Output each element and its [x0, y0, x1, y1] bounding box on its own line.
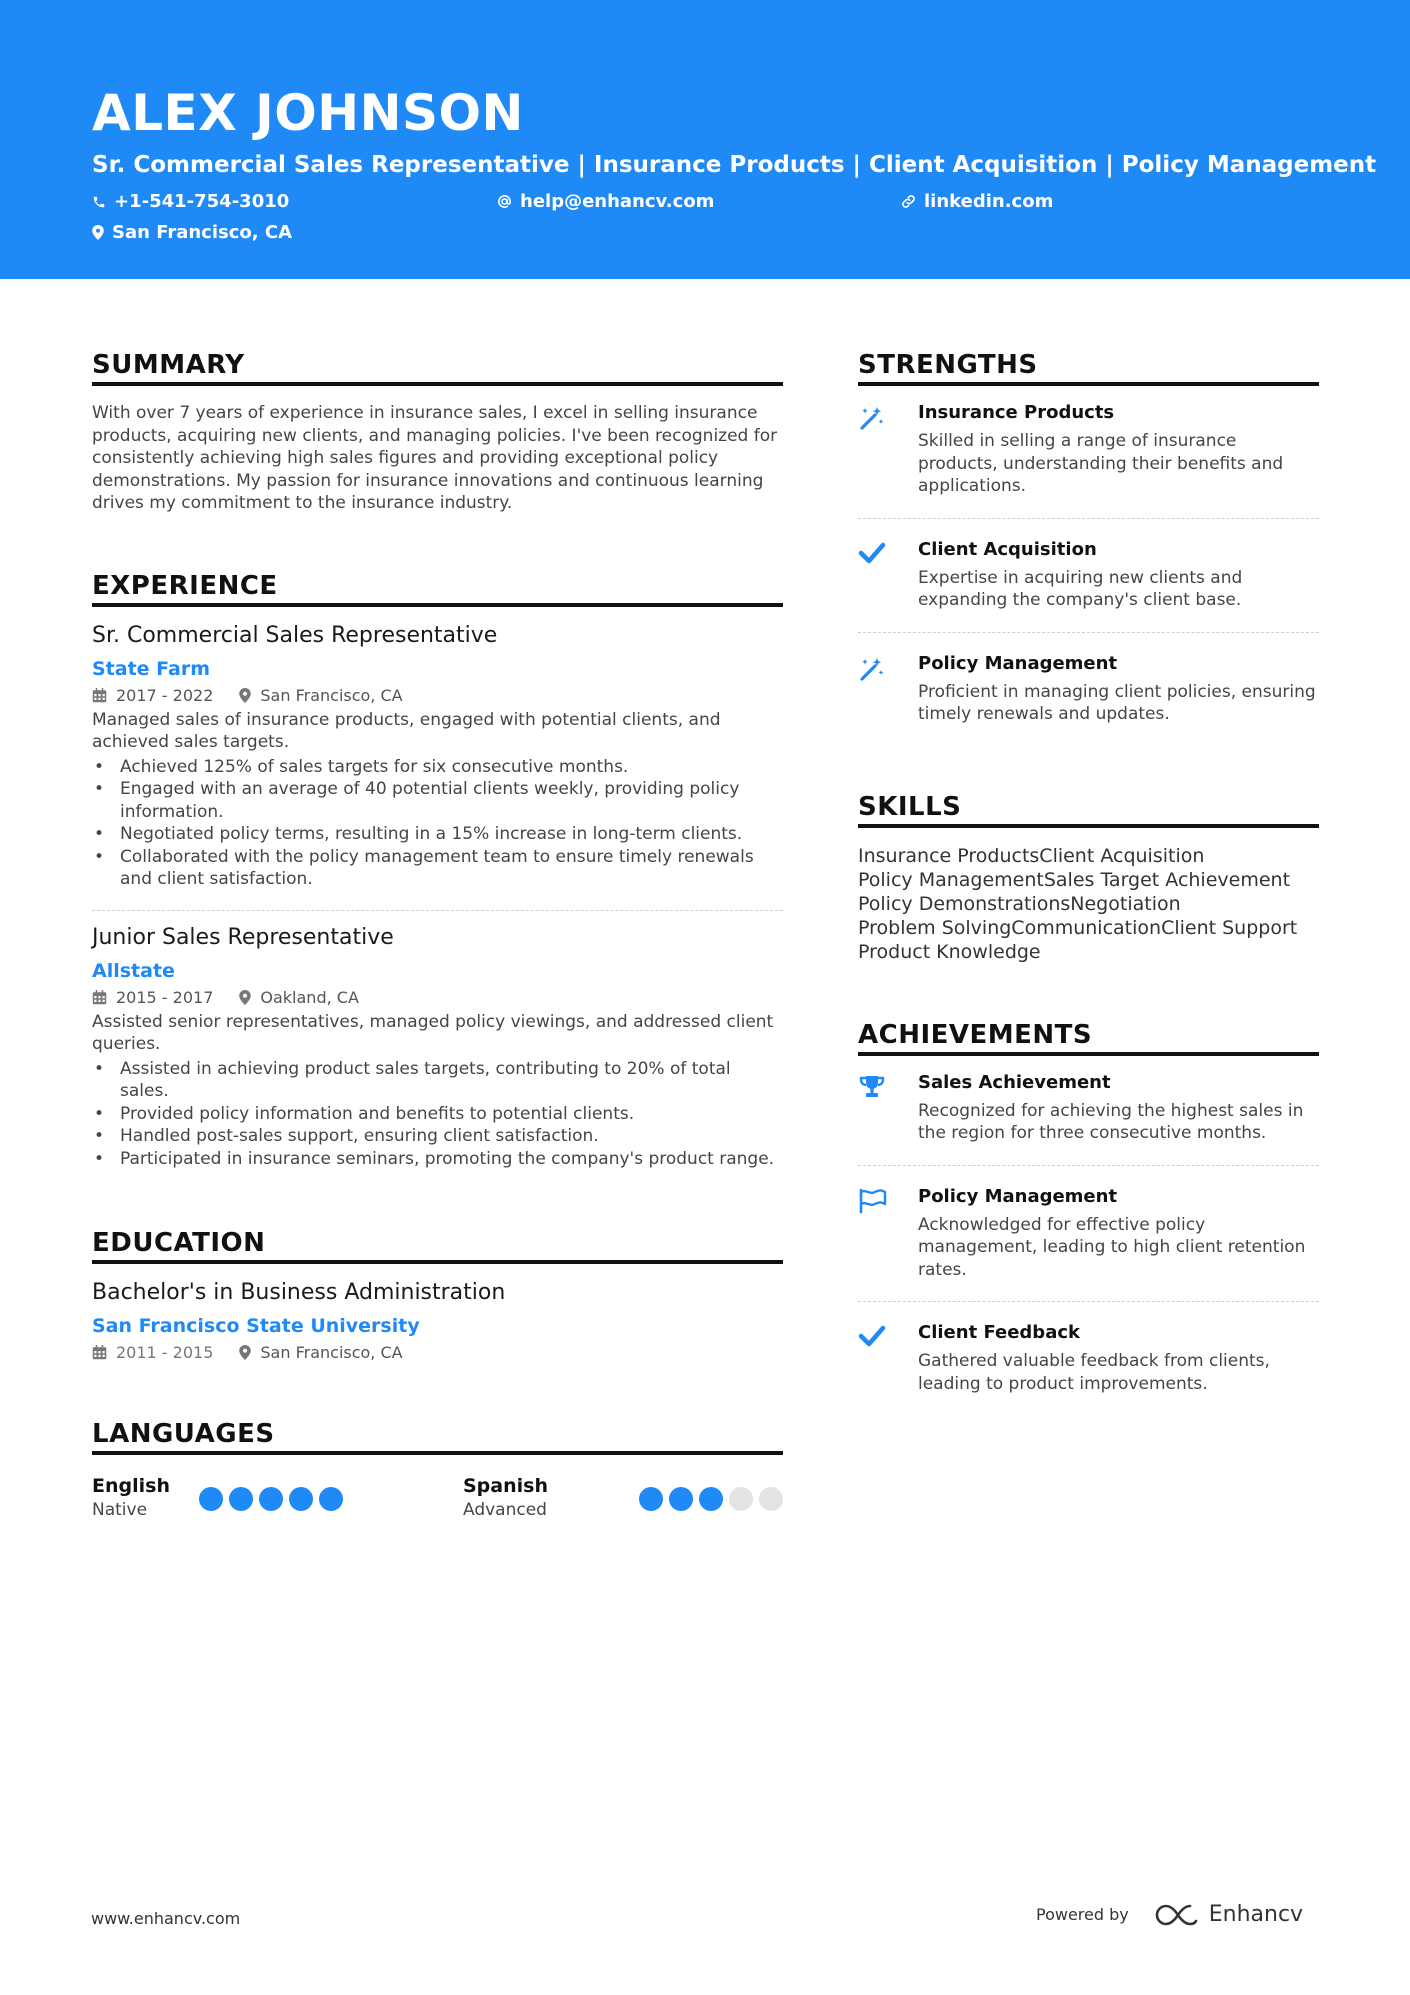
language-rating — [633, 1487, 783, 1520]
achievement-icon-wrap — [858, 1322, 918, 1395]
headline: Sr. Commercial Sales Representative | Insurance Products | Client Acquisition | Policy Management — [92, 152, 1377, 178]
footer-website[interactable]: www.enhancv.com — [91, 1909, 241, 1928]
achievement-title: Sales Achievement — [918, 1071, 1111, 1093]
strength-title: Insurance Products — [918, 402, 1115, 423]
location-text: San Francisco, CA — [112, 222, 293, 243]
language-item — [463, 1475, 783, 1520]
job-bullets — [92, 756, 783, 891]
language-rating — [193, 1487, 343, 1520]
rating-dot-empty — [729, 1487, 753, 1511]
achievement-item — [858, 1166, 1319, 1296]
magic-wand-icon — [858, 655, 886, 683]
experience-title: EXPERIENCE — [92, 571, 783, 607]
job-location-text: Oakland, CA — [260, 987, 359, 1007]
achievement-icon-wrap — [858, 1072, 918, 1145]
achievements-title: ACHIEVEMENTS — [858, 1020, 1319, 1056]
education-dates-text: 2011 - 2015 — [116, 1343, 214, 1362]
email-text: help@enhancv.com — [520, 191, 715, 212]
achievement-title: Client Feedback — [918, 1322, 1080, 1343]
languages-row — [92, 1475, 783, 1520]
education-school[interactable]: San Francisco State University — [92, 1315, 420, 1337]
trophy-icon — [858, 1074, 886, 1100]
job-bullet: • Engaged with an average of 40 potential clients weekly, providing policy information. — [92, 778, 783, 823]
skill-line: Policy ManagementSales Target Achievement — [858, 868, 1291, 891]
strengths-title: STRENGTHS — [858, 350, 1319, 386]
contact-location — [92, 222, 292, 243]
skill-line: Policy DemonstrationsNegotiation — [858, 892, 1181, 915]
achievement-desc: Gathered valuable feedback from clients, leading to product improvements. — [918, 1351, 1270, 1394]
language-level: Advanced — [463, 1500, 547, 1520]
brand-name: Enhancv — [1208, 1902, 1304, 1927]
job-dates-text: 2017 - 2022 — [116, 685, 214, 705]
job-entry — [92, 925, 783, 1171]
at-icon — [497, 194, 512, 209]
rating-dot-filled — [259, 1487, 283, 1511]
rating-dot-filled — [199, 1487, 223, 1511]
job-dates — [92, 686, 213, 705]
rating-dot-filled — [289, 1487, 313, 1511]
job-location — [239, 988, 359, 1007]
strength-desc: Expertise in acquiring new clients and expanding the company's client base. — [918, 567, 1243, 610]
achievement-item — [858, 1302, 1319, 1409]
strength-icon-wrap — [858, 402, 918, 498]
summary-text: With over 7 years of experience in insurance sales, I excel in selling insurance products, acquiring new clients, and managing policies. I've been recognized for consistently achieving high sales figures and providing exceptional policy demonstrations. My passion for insurance innovations and continuous learning drives my commitment to the insurance industry. — [92, 403, 778, 513]
achievement-item — [858, 1058, 1319, 1159]
job-description: Assisted senior representatives, managed policy viewings, and addressed client queries. — [92, 1011, 774, 1054]
skills-list — [858, 844, 1319, 964]
footer-branding — [1036, 1902, 1303, 1927]
checkmark-icon — [858, 1324, 886, 1348]
link-icon — [901, 194, 916, 209]
job-bullet: • Handled post-sales support, ensuring client satisfaction. — [92, 1125, 783, 1148]
rating-dot-filled — [669, 1487, 693, 1511]
achievement-icon-wrap — [858, 1186, 918, 1282]
divider — [92, 910, 783, 911]
job-dates-text: 2015 - 2017 — [116, 987, 214, 1007]
education-meta — [92, 1343, 783, 1362]
phone-text: +1-541-754-3010 — [114, 191, 290, 212]
calendar-icon — [92, 688, 107, 703]
job-bullets — [92, 1058, 783, 1171]
achievement-desc: Acknowledged for effective policy management, leading to high client retention rates. — [918, 1214, 1306, 1280]
location-pin-icon — [239, 688, 251, 703]
contact-email[interactable] — [497, 191, 714, 212]
skill-line: Insurance ProductsClient Acquisition — [858, 844, 1205, 867]
job-bullet: • Collaborated with the policy management team to ensure timely renewals and client satisfaction. — [92, 846, 783, 891]
job-role: Junior Sales Representative — [92, 924, 394, 950]
contact-phone[interactable] — [92, 191, 289, 212]
achievement-title: Policy Management — [918, 1185, 1118, 1207]
strength-icon-wrap — [858, 653, 918, 726]
education-location — [239, 1343, 402, 1362]
candidate-name: ALEX JOHNSON — [92, 84, 524, 142]
job-location-text: San Francisco, CA — [260, 685, 403, 705]
infinity-logo-icon — [1155, 1903, 1201, 1927]
rating-dot-filled — [639, 1487, 663, 1511]
powered-by-label: Powered by — [1036, 1905, 1129, 1924]
achievements-section — [858, 1020, 1319, 1410]
rating-dot-filled — [229, 1487, 253, 1511]
flag-icon — [858, 1188, 888, 1214]
resume-header — [0, 0, 1410, 279]
experience-section — [92, 571, 783, 1171]
job-meta — [92, 988, 783, 1007]
location-pin-icon — [92, 225, 104, 240]
job-meta — [92, 686, 783, 705]
job-bullet: • Assisted in achieving product sales targets, contributing to 20% of total sales. — [92, 1058, 783, 1103]
job-entry — [92, 623, 783, 891]
location-pin-icon — [239, 1345, 251, 1360]
right-column — [858, 350, 1319, 1409]
job-description: Managed sales of insurance products, engaged with potential clients, and achieved sales targets. — [92, 709, 721, 752]
strength-desc: Skilled in selling a range of insurance products, understanding their benefits and applications. — [918, 431, 1284, 496]
strength-desc: Proficient in managing client policies, ensuring timely renewals and updates. — [918, 681, 1316, 724]
job-bullet: • Negotiated policy terms, resulting in a 15% increase in long-term clients. — [92, 823, 783, 846]
location-pin-icon — [239, 990, 251, 1005]
languages-section — [92, 1419, 783, 1520]
rating-dot-filled — [699, 1487, 723, 1511]
education-location-text: San Francisco, CA — [260, 1343, 403, 1362]
left-column — [92, 350, 783, 1520]
job-bullet: • Provided policy information and benefits to potential clients. — [92, 1103, 783, 1126]
rating-dot-empty — [759, 1487, 783, 1511]
job-dates — [92, 988, 213, 1007]
job-role: Sr. Commercial Sales Representative — [92, 622, 498, 648]
rating-dot-filled — [319, 1487, 343, 1511]
education-title: EDUCATION — [92, 1228, 783, 1264]
strength-item — [858, 519, 1319, 626]
job-location — [239, 686, 402, 705]
language-name: English — [92, 1475, 170, 1497]
achievement-desc: Recognized for achieving the highest sales in the region for three consecutive months. — [918, 1100, 1304, 1143]
education-degree: Bachelor's in Business Administration — [92, 1280, 506, 1305]
language-name: Spanish — [463, 1475, 548, 1497]
calendar-icon — [92, 990, 107, 1005]
strength-icon-wrap — [858, 539, 918, 612]
skills-section — [858, 792, 1319, 964]
checkmark-icon — [858, 541, 886, 565]
job-company[interactable]: Allstate — [92, 959, 175, 982]
brand-logo[interactable] — [1155, 1902, 1303, 1927]
phone-icon — [92, 195, 106, 209]
summary-title: SUMMARY — [92, 350, 783, 386]
strength-item — [858, 633, 1319, 740]
job-bullet: • Achieved 125% of sales targets for six consecutive months. — [92, 756, 783, 779]
languages-title: LANGUAGES — [92, 1419, 783, 1455]
summary-section — [92, 350, 783, 515]
education-section — [92, 1228, 783, 1362]
job-company[interactable]: State Farm — [92, 657, 211, 680]
strength-title: Client Acquisition — [918, 538, 1097, 560]
skills-title: SKILLS — [858, 792, 1319, 828]
magic-wand-icon — [858, 404, 886, 432]
education-dates — [92, 1343, 213, 1362]
skill-line: Product Knowledge — [858, 940, 1041, 963]
strengths-section — [858, 350, 1319, 740]
linkedin-text: linkedin.com — [924, 191, 1054, 212]
language-item — [92, 1475, 463, 1520]
calendar-icon — [92, 1345, 107, 1360]
skill-line: Problem SolvingCommunicationClient Support — [858, 916, 1298, 939]
job-bullet: • Participated in insurance seminars, promoting the company's product range. — [92, 1148, 783, 1171]
language-level: Native — [92, 1500, 148, 1520]
contact-linkedin[interactable] — [901, 191, 1053, 212]
strength-item — [858, 388, 1319, 512]
strength-title: Policy Management — [918, 652, 1118, 674]
